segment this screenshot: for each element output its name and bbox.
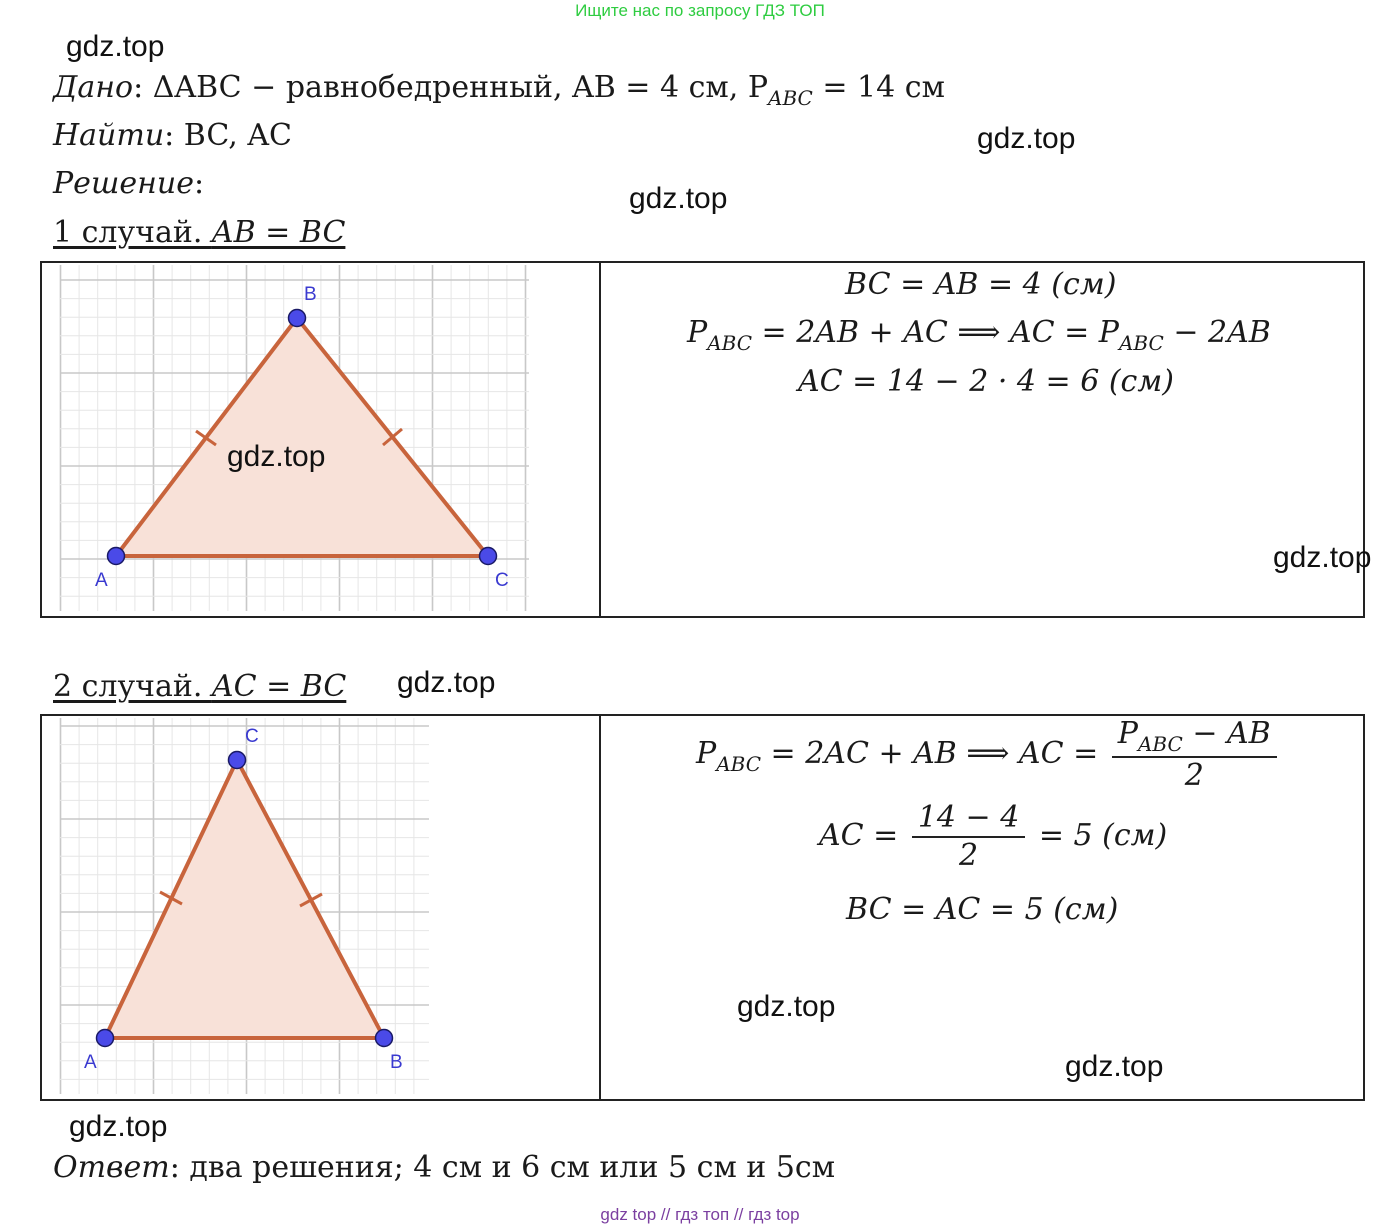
case1-eq3: AC = 14 − 2 · 4 = 6 (см) xyxy=(798,364,1174,399)
case1-box xyxy=(40,261,1372,618)
eq-rhs: = 5 (см) xyxy=(1029,818,1168,853)
case2-eq3: BC = AC = 5 (см) xyxy=(846,892,1119,927)
find-line xyxy=(53,118,292,153)
watermark: gdz.top xyxy=(397,666,496,699)
case2-title-b: AC = BC xyxy=(211,669,347,704)
solution-label: Решение xyxy=(53,166,194,201)
point-b xyxy=(289,310,306,327)
case1-eq1: BC = AB = 4 (см) xyxy=(845,267,1117,302)
point-a xyxy=(108,548,125,565)
find-text: : BC, AC xyxy=(164,118,292,153)
given-text-a: : ΔABC − равнобедренный, AB = 4 см, P xyxy=(133,70,769,105)
watermark: gdz.top xyxy=(629,182,728,215)
eq-end: − 2AB xyxy=(1163,315,1271,350)
case2-title xyxy=(53,669,346,704)
point-c xyxy=(480,548,497,565)
case2-title-a: 2 случай. xyxy=(53,669,212,704)
solution-line xyxy=(53,166,204,201)
num-sub: ABC xyxy=(1137,732,1183,756)
fraction-denominator: 2 xyxy=(1184,758,1204,793)
case1-title-a: 1 случай. xyxy=(53,215,212,250)
given-line xyxy=(53,70,945,110)
eq-p: P xyxy=(687,315,708,350)
fraction xyxy=(1112,716,1277,794)
eq-mid: = 2AC + AB ⟹ AC = xyxy=(761,736,1108,771)
answer-text: : два решения; 4 см и 6 см или 5 см и 5см xyxy=(169,1150,836,1185)
eq-sub: ABC xyxy=(716,752,762,776)
case2-eq1 xyxy=(696,716,1281,794)
watermark: gdz.top xyxy=(737,990,836,1023)
fraction xyxy=(912,800,1025,874)
watermark: gdz.top xyxy=(227,440,326,473)
point-b xyxy=(376,1030,393,1047)
case2-eq2 xyxy=(819,800,1167,874)
case1-eq2 xyxy=(687,315,1271,355)
top-banner: Ищите нас по запросу ГДЗ ТОП xyxy=(575,1,825,20)
fraction-denominator: 2 xyxy=(959,838,979,873)
footer-links: gdz top // гдз топ // гдз top xyxy=(600,1205,800,1224)
eq-sub: ABC xyxy=(1118,331,1164,355)
eq-p: P xyxy=(696,736,717,771)
point-c xyxy=(229,752,246,769)
watermark: gdz.top xyxy=(69,1110,168,1143)
watermark: gdz.top xyxy=(977,122,1076,155)
watermark: gdz.top xyxy=(1065,1050,1164,1083)
eq-mid: = 2AB + AC ⟹ AC = P xyxy=(752,315,1119,350)
label-c: C xyxy=(495,570,509,591)
given-sub: ABC xyxy=(768,86,813,110)
case1-figure xyxy=(42,263,599,616)
case2-box xyxy=(40,714,1365,1101)
fraction-numerator: 14 − 4 xyxy=(912,800,1025,838)
given-label: Дано xyxy=(53,70,134,105)
case1-title xyxy=(53,215,345,250)
answer-line xyxy=(53,1150,835,1185)
label-a: A xyxy=(84,1052,97,1073)
label-a: A xyxy=(95,570,108,591)
label-c: C xyxy=(245,726,259,747)
watermark: gdz.top xyxy=(66,30,165,63)
solution-text: : xyxy=(193,166,205,201)
case2-figure xyxy=(42,716,599,1099)
num-end: − AB xyxy=(1182,716,1271,751)
fraction-numerator xyxy=(1112,716,1277,758)
watermark: gdz.top xyxy=(1273,541,1372,574)
label-b: B xyxy=(304,284,317,305)
find-label: Найти xyxy=(53,118,165,153)
case2-divider xyxy=(599,716,601,1099)
eq-sub: ABC xyxy=(707,331,753,355)
point-a xyxy=(97,1030,114,1047)
case2-triangle xyxy=(105,760,384,1038)
label-b: B xyxy=(390,1052,403,1073)
eq-lhs: AC = xyxy=(819,818,908,853)
case1-divider xyxy=(599,263,601,616)
case1-title-b: AB = BC xyxy=(211,215,346,250)
num-p: P xyxy=(1117,716,1138,751)
given-text-b: = 14 см xyxy=(812,70,945,105)
answer-label: Ответ xyxy=(53,1150,170,1185)
